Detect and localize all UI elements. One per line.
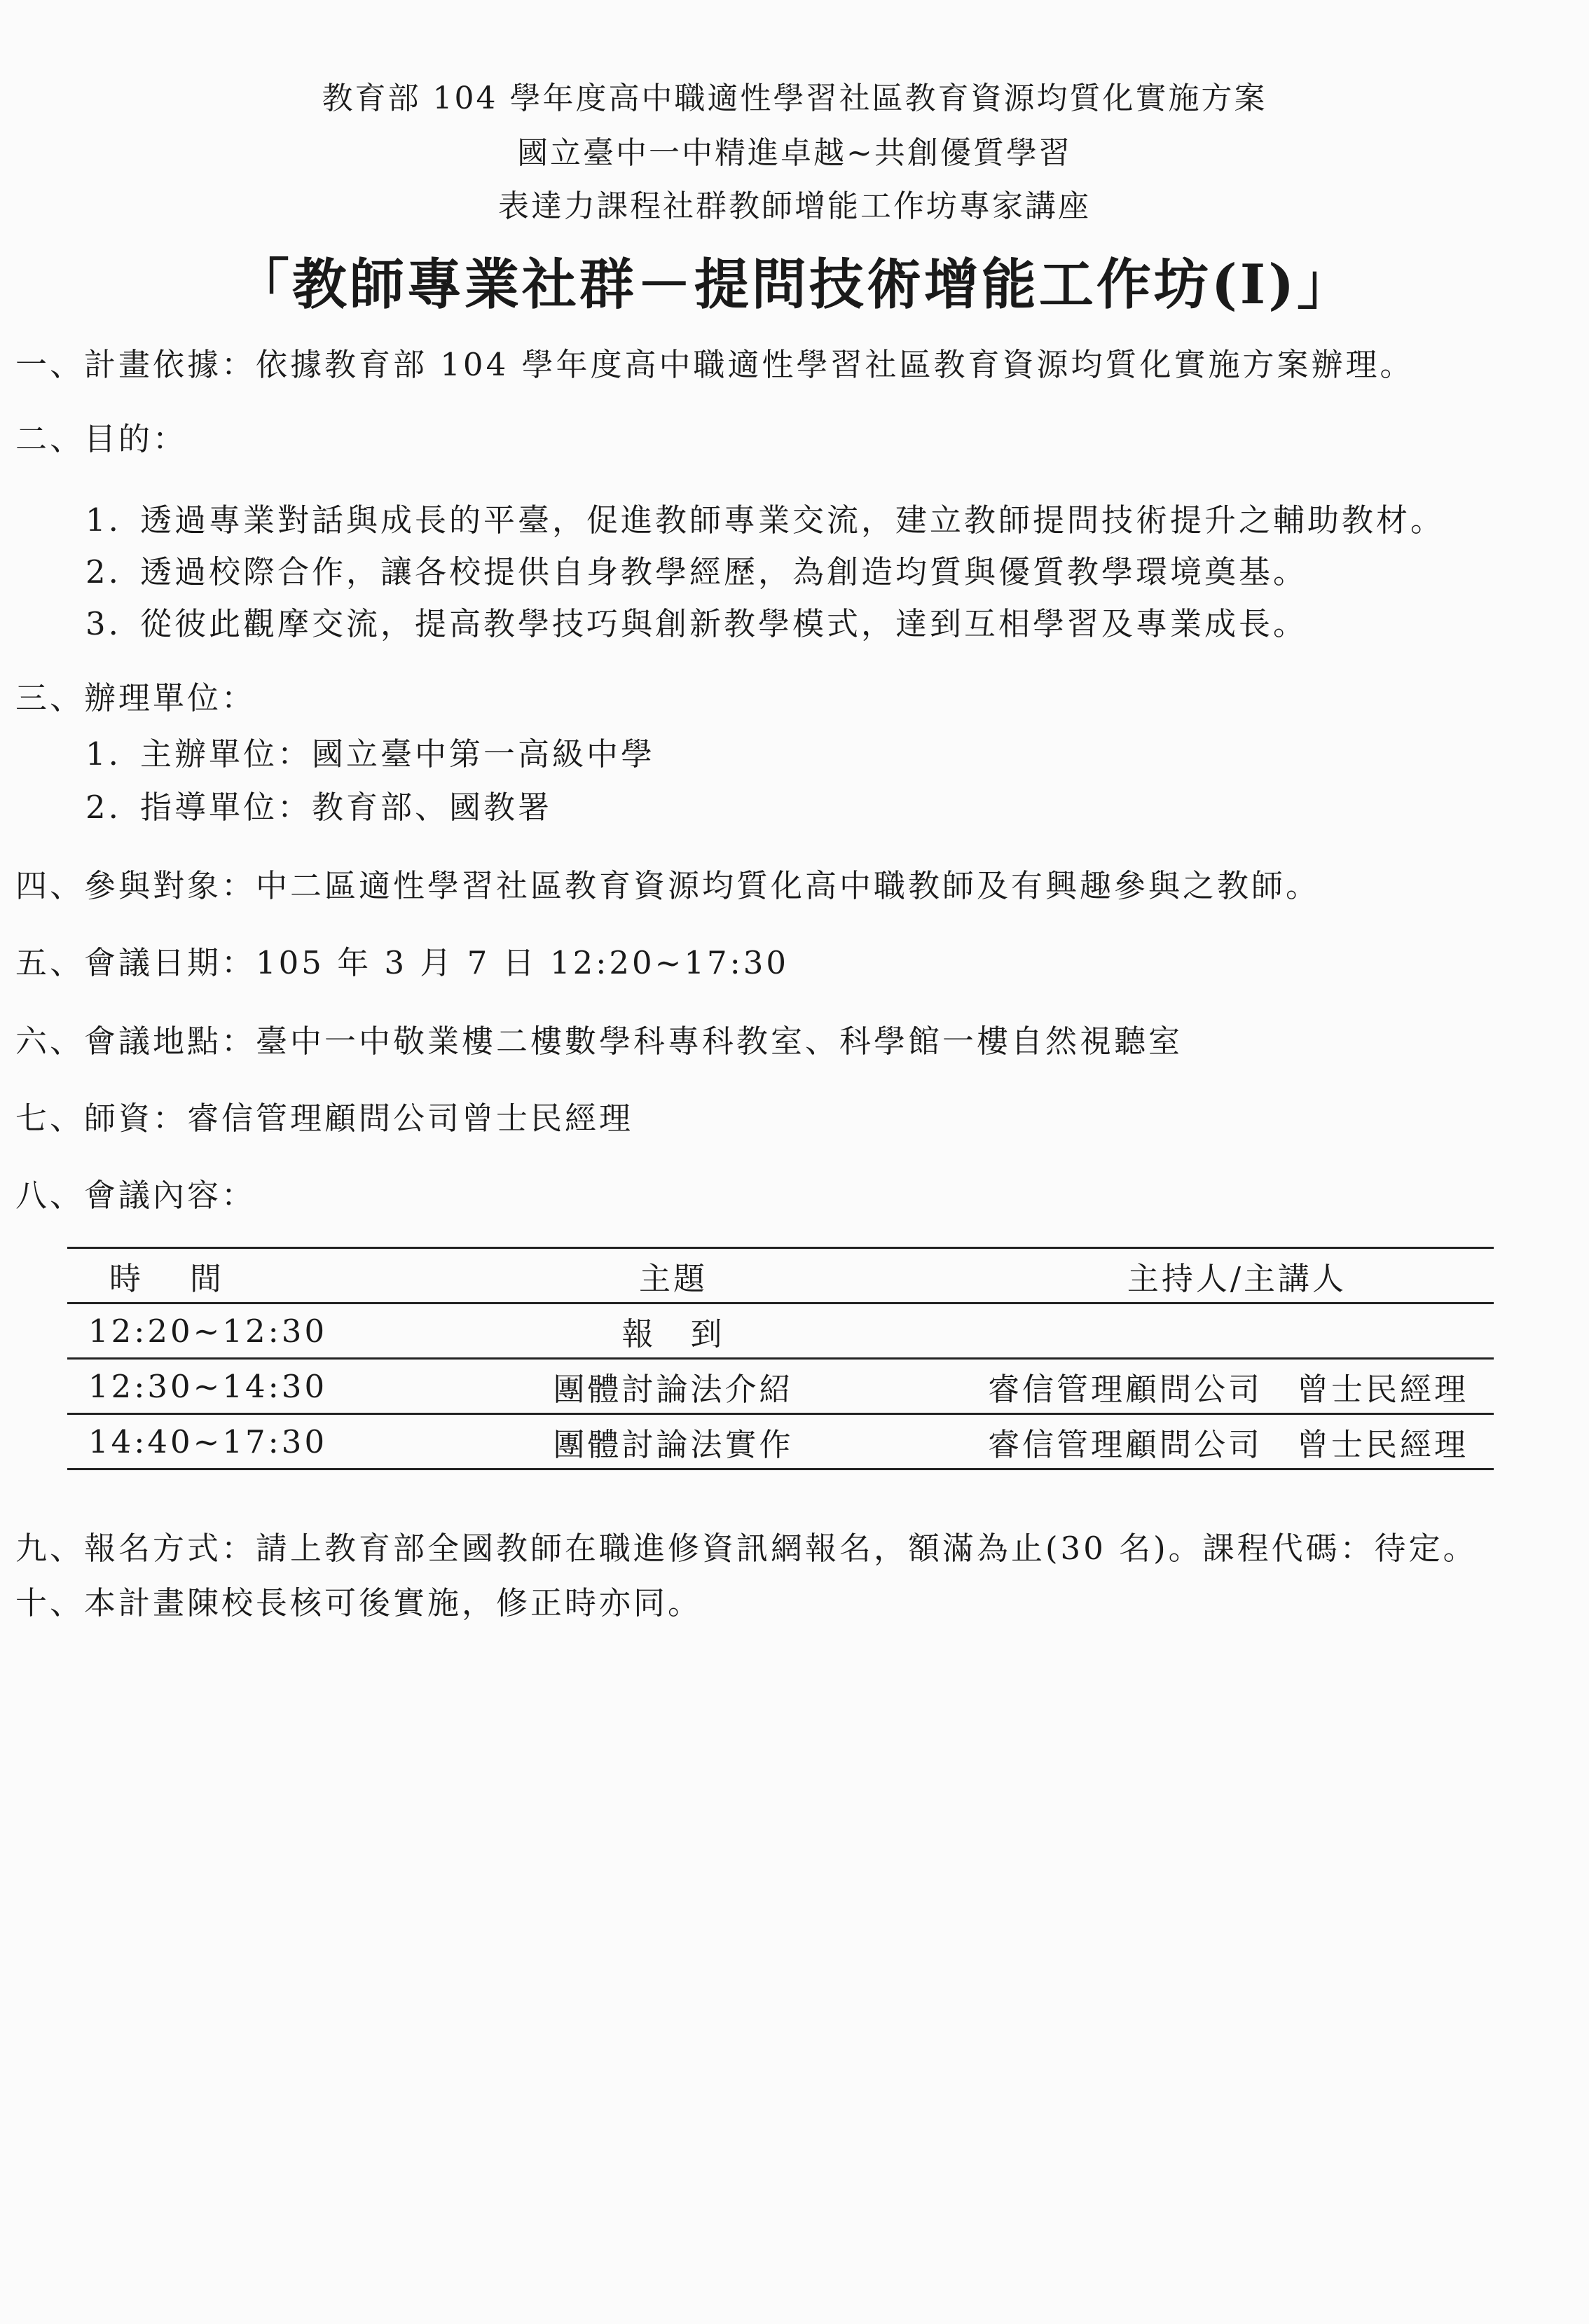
header-time: 時間 — [67, 1248, 467, 1303]
purpose-item-number: 1. — [85, 502, 121, 539]
organizer-item — [85, 782, 552, 827]
schedule-header-row — [67, 1248, 1494, 1303]
table-row — [67, 1303, 1494, 1359]
table-row — [67, 1414, 1494, 1469]
section-date: 五、會議日期：105 年 3 月 7 日 12:20~17:30 — [15, 944, 790, 981]
organizer-item-number: 1. — [85, 735, 121, 773]
organizer-item — [85, 728, 655, 774]
row-topic: 團體討論法介紹 — [467, 1359, 880, 1414]
row-host: 睿信管理顧問公司 曾士民經理 — [880, 1359, 1494, 1414]
section-registration: 九、報名方式：請上教育部全國教師在職進修資訊網報名，額滿為止(30 名)。課程代碼：待定。 — [15, 1530, 1478, 1567]
section-instructor: 七、師資：睿信管理顧問公司曾士民經理 — [15, 1100, 634, 1137]
organizer-item-text: 指導單位：教育部、國教署 — [140, 789, 553, 826]
header-line-1: 教育部 104 學年度高中職適性學習社區教育資源均質化實施方案 — [322, 81, 1267, 116]
organizer-item-text: 主辦單位：國立臺中第一高級中學 — [140, 735, 656, 773]
row-topic: 團體討論法實作 — [467, 1414, 880, 1469]
schedule-table — [67, 1247, 1494, 1470]
purpose-item-number: 3. — [85, 605, 121, 642]
purpose-item-text: 透過專業對話與成長的平臺，促進教師專業交流，建立教師提問技術提升之輔助教材。 — [140, 502, 1445, 539]
header-line-2: 國立臺中一中精進卓越~共創優質學習 — [517, 135, 1072, 171]
row-time: 12:30~14:30 — [67, 1359, 467, 1414]
header-line-3: 表達力課程社群教師增能工作坊專家講座 — [498, 188, 1091, 224]
section-location: 六、會議地點：臺中一中敬業樓二樓數學科專科教室、科學館一樓自然視聽室 — [15, 1023, 1183, 1060]
purpose-item — [85, 598, 1307, 644]
row-time: 12:20~12:30 — [67, 1303, 467, 1359]
header-topic: 主題 — [467, 1248, 880, 1303]
section-basis: 一、計畫依據：依據教育部 104 學年度高中職適性學習社區教育資源均質化實施方案辦理。 — [15, 346, 1415, 383]
section-approval: 十、本計畫陳校長核可後實施，修正時亦同。 — [15, 1584, 703, 1621]
section-organizer-heading: 三、辦理單位： — [15, 679, 256, 717]
section-participants: 四、參與對象：中二區適性學習社區教育資源均質化高中職教師及有興趣參與之教師。 — [15, 867, 1321, 904]
purpose-item — [85, 546, 1307, 592]
document-title: 「教師專業社群－提問技術增能工作坊(I)」 — [234, 253, 1355, 317]
purpose-item-number: 2. — [85, 553, 121, 590]
organizer-item-number: 2. — [85, 789, 121, 826]
row-topic: 報 到 — [467, 1303, 880, 1359]
table-row — [67, 1359, 1494, 1414]
section-content-heading: 八、會議內容： — [15, 1177, 256, 1214]
section-purpose-heading: 二、目的： — [15, 420, 188, 457]
purpose-item — [85, 494, 1445, 540]
row-host: 睿信管理顧問公司 曾士民經理 — [880, 1414, 1494, 1469]
row-time: 14:40~17:30 — [67, 1414, 467, 1469]
purpose-item-text: 透過校際合作，讓各校提供自身教學經歷，為創造均質與優質教學環境奠基。 — [140, 553, 1308, 590]
purpose-item-text: 從彼此觀摩交流，提高教學技巧與創新教學模式，達到互相學習及專業成長。 — [140, 605, 1308, 642]
header-host: 主持人/主講人 — [880, 1248, 1494, 1303]
row-host — [880, 1303, 1494, 1359]
